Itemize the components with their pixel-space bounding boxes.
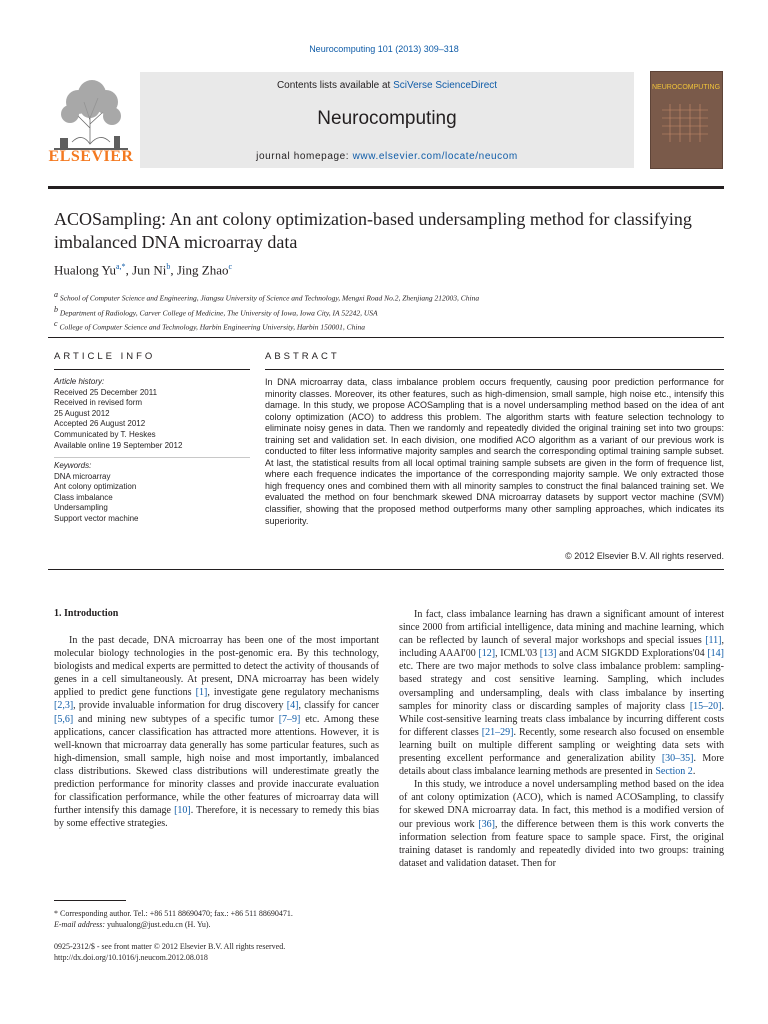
journal-name: Neurocomputing [317,108,457,129]
section-heading: 1. Introduction [54,608,119,619]
section-rule [48,337,724,338]
keywords-label: Keywords: [54,461,92,470]
affiliation-item: $^c$ College of Computer Science and Technology, Harbin Engineering University, Harbin 150001, China [54,319,365,332]
body-paragraph [399,608,724,778]
keyword-item: Undersampling [54,503,108,513]
author-superscript[interactable]: c [228,262,233,271]
body-text: , provide invaluable information for drug discovery [73,700,287,712]
corresponding-author-footnote [54,908,379,930]
body-text: etc. There are two major methods to solve class imbalance problem: sampling-based strategy and cost sensitive learning. Sampling, which includes oversampling and undersampling, deals with class imbalance by inserting samples for minority class or discarding samples of majority class [399,661,724,712]
history-item: 25 August 2012 [54,408,110,418]
body-text: , including AAAI'00 [399,635,724,660]
abstract-text: In DNA microarray data, class imbalance problem occurs frequently, causing poor prediction performance for minority classes. Moreover, its other features, such as high-dimension, small sample, high noise etc., intensify this damage. In this study, we propose ACOSampling that is a novel undersampling method based on the idea of ant colony optimization (ACO) to address this problem. The algorithm starts with feature selection technology to eliminate noisy genes in data. Then we randomly and repeatedly divided the original training set into two groups: training set and validation set. In each division, one modified ACO algorithm as a variant of our previous work is conducted to filter less informative majority samples and search the corresponding optimal training sample subset. At last, the statistical results from all local optimal training sample subsets are given in the form of frequence list, where each frequence indicates the importance of the corresponding majority sample. We only extracted those high frequency ones and combined them with all minority samples to construct the final balanced training set. We evaluated the method on four benchmark skewed DNA microarray datasets by support vector machine (SVM) classifier, showing that the proposed method outperforms many other sampling approaches, which indicates its superiority. [265,377,724,526]
citation-link[interactable]: [10] [174,805,191,817]
body-text: , the difference between them is this work converts the information selection from feature space to sample space. First, the original training dataset is randomly and repeatedly divided into two groups: training dataset and validation dataset. Then for [399,818,724,869]
journal-reference[interactable]: Neurocomputing 101 (2013) 309–318 [309,44,459,54]
abstract-rule [265,369,724,370]
citation-link[interactable]: [14] [707,648,724,660]
author-name[interactable]: Hualong Yu [54,262,116,278]
email-value[interactable]: yuhualong@just.edu.cn (H. Yu). [107,920,211,929]
keywords-rule [54,457,250,458]
body-text: In this study, we introduce a novel undersampling method based on the idea of ant colony optimization (ACO), which is named ACOSampling, to classify for skewed DNA microarray data. In fact, this method is a modified version of our previous work [399,779,724,830]
body-paragraph [54,634,379,830]
sciencedirect-link[interactable]: SciVerse ScienceDirect [393,80,498,91]
article-title: ACOSampling: An ant colony optimization-based undersampling method for classifying imbalanced DNA microarray data [54,209,692,252]
article-info-rule [54,369,250,370]
header-rule [48,186,724,189]
author-list: Hualong $Yu^{a,*}$, Jun Ni$^b$, Jing Zhao$^c$ [54,262,233,278]
front-matter [54,941,394,963]
abstract-heading: ABSTRACT [265,351,340,362]
affiliation-item: $^a$ School of Computer Science and Engineering, Jiangsu University of Science and Technology, Mengxi Road No.2, Zhenjiang 212003, China [54,290,480,303]
footnote-email [54,919,379,930]
footnote-rule [54,900,126,901]
doi-link[interactable]: http://dx.doi.org/10.1016/j.neucom.2012.08.018 [54,953,208,962]
citation-link[interactable]: [4] [286,700,299,712]
author-superscript[interactable]: a,* [116,262,126,271]
body-text: . [692,766,696,778]
history-item: Available online 19 September 2012 [54,440,183,450]
citation-link[interactable]: Section 2 [655,766,693,778]
citation-link[interactable]: [1] [195,687,208,699]
body-column-left [54,634,379,830]
citation-link[interactable]: [30–35] [661,753,694,765]
keyword-item: DNA microarray [54,471,111,481]
keyword-item: Ant colony optimization [54,482,137,492]
elsevier-wordmark[interactable]: ELSEVIER [48,148,134,165]
citation-link[interactable]: [36] [478,818,495,830]
homepage-prefix: journal homepage: [256,151,353,162]
copyright-line: © 2012 Elsevier B.V. All rights reserved. [565,551,724,561]
article-info-heading: ARTICLE INFO [54,351,156,362]
citation-link[interactable]: [2,3] [54,700,74,712]
citation-link[interactable]: [13] [539,648,557,660]
citation-link[interactable]: [5,6] [54,713,74,725]
cover-pattern-icon [662,104,708,142]
body-column-right [399,608,724,870]
affiliation-item: $^b$ Department of Radiology, Carver College of Medicine, The University of Iowa, Iowa City, IA 52242, USA [54,304,378,317]
history-item: Accepted 26 August 2012 [54,419,146,429]
history-item: Received in revised form [54,398,143,408]
body-text: . While cost-sensitive learning treats class imbalance by incurring different costs for different classes [399,700,724,738]
body-text: , ICML'03 [495,648,540,660]
body-text: , classify for cancer [298,700,380,712]
homepage-line [140,151,634,162]
body-text: . Recently, some research also focused on ensemble learning built on multiple different sampling or weighting data sets with presenting excellent performance and generalization ability [399,726,725,765]
footnote-line: * Corresponding author. Tel.: +86 511 88690470; fax.: +86 511 88690471. [54,909,293,918]
citation-link[interactable]: [21–29] [481,726,514,738]
history-item: Communicated by T. Heskes [54,429,156,439]
author-name[interactable]: Jun Ni [132,262,167,278]
author-name[interactable]: Jing Zhao [176,262,229,278]
keyword-item: Class imbalance [54,492,113,502]
article-history [54,377,250,451]
body-text: . Therefore, it is necessary to remedy this bias by some effective strategies. [54,805,379,830]
issn-line: 0925-2312/$ - see front matter © 2012 Elsevier B.V. All rights reserved. [54,942,286,951]
contents-line [140,80,634,91]
abstract-bottom-rule [48,569,724,570]
body-paragraph [399,778,724,870]
body-text: . More details about class imbalance learning methods are presented in [399,753,724,778]
citation-link[interactable]: [12] [478,648,496,660]
keyword-item: Support vector machine [54,513,139,523]
body-text: In the past decade, DNA microarray has been one of the most important molecular biology technologies in the post-genomic era. By this technology, biologists and medical experts are permitted to detect the activity of thousands of genes in a cell simultaneously. At present, DNA microarray has been widely applied to predict gene functions [54,635,379,699]
history-label: Article history: [54,377,105,386]
body-text: , investigate gene regulatory mechanisms [207,687,379,699]
affiliation-list [54,289,714,333]
homepage-link[interactable]: www.elsevier.com/locate/neucom [352,151,518,162]
cover-title: NEUROCOMPUTING [652,84,721,91]
body-text: and ACM SIGKDD Explorations'04 [556,648,708,660]
body-text: and mining new subtypes of a specific tumor [73,713,279,725]
citation-link[interactable]: [7–9] [278,713,301,725]
contents-prefix: Contents lists available at [276,80,394,91]
body-text: In fact, class imbalance learning has drawn a significant amount of interest since 2000 from artificial intelligence, data mining and machine learning, which can be reflected by launch of several major workshops and special issues [399,609,724,647]
citation-link[interactable]: [15–20] [689,700,722,712]
email-label: E-mail address: [54,920,108,929]
citation-link[interactable]: [11] [705,635,722,647]
history-item: Received 25 December 2011 [54,387,158,397]
keywords [54,461,250,525]
author-superscript[interactable]: b [166,262,171,271]
body-text: etc. Among these applications, cancer classification has attracted more attentions. However, it is well-known that microarray data generally has some particular features, such as high-dimension, small sample, high noise and most importantly, imbalanced class distributions. Skewed class distributions will underestimate greatly the prediction performance for minority classes and provide inaccurate evaluation for classification performance, while the other features of microarray data will further intensify this damage [54,713,379,817]
